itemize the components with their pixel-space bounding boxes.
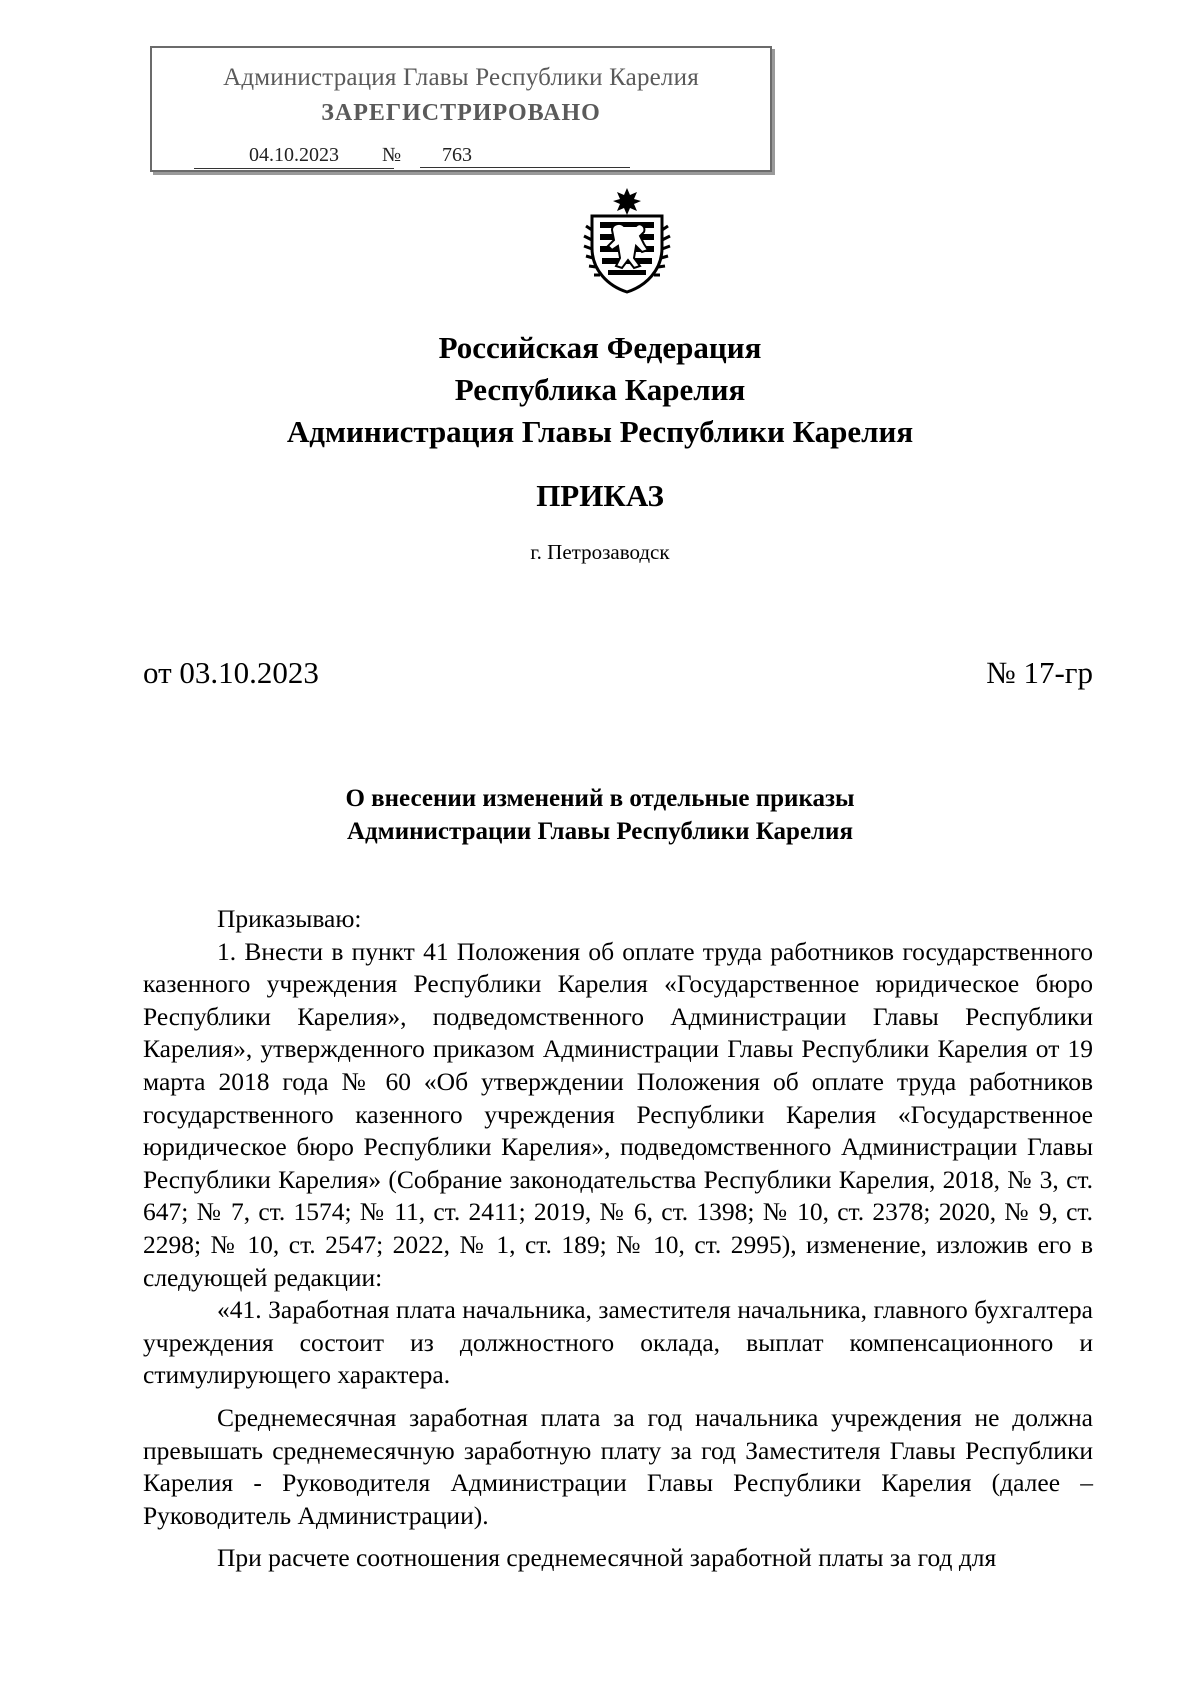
document-subject: [0, 782, 1200, 848]
coat-of-arms-icon: [578, 186, 676, 294]
order-date: от 03.10.2023: [143, 655, 319, 690]
document-city: г. Петрозаводск: [530, 540, 670, 564]
order-number: № 17-гр: [986, 655, 1093, 690]
stamp-status: ЗАРЕГИСТРИРОВАНО: [321, 100, 601, 126]
body-paragraph-3: «41. Заработная плата начальника, заместителя начальника, главного бухгалтера учреждения состоит из должностного оклада, выплат компенсационного и стимулирующего характера.: [143, 1295, 1093, 1390]
registration-stamp: [150, 46, 772, 172]
stamp-date: 04.10.2023: [194, 144, 394, 169]
body-paragraph-4: Среднемесячная заработная плата за год начальника учреждения не должна превышать среднемесячную заработную плату за год Заместителя Главы Республики Карелия - Руководителя Администрации Главы Республики Карелия (далее – Руководитель Администрации).: [143, 1402, 1093, 1530]
body-paragraph-2: 1. Внести в пункт 41 Положения об оплате труда работников государственного казенного учреждения Республики Карелия «Государственное юридическое бюро Республики Карелия», подведомственного Администрации Главы Республики Карелия», утвержденного приказом Администрации Главы Республики Карелия от 19 марта 2018 года № 60 «Об утверждении Положения об оплате труда работников государственного казенного учреждения Республики Карелия «Государственное юридическое бюро Республики Карелия», подведомственного Администрации Главы Республики Карелия» (Собрание законодательства Республики Карелия, 2018, № 3, ст. 647; № 7, ст. 1574; № 11, ст. 2411; 2019, № 6, ст. 1398; № 10, ст. 2378; 2020, № 9, ст. 2298; № 10, ст. 2547; 2022, № 1, ст. 189; № 10, ст. 2995), изменение, изложив его в следующей редакции:: [143, 936, 1093, 1292]
document-body: [143, 903, 1093, 1575]
header-country: Российская Федерация: [438, 330, 762, 365]
header-region: Республика Карелия: [454, 372, 746, 407]
stamp-number-sign: №: [382, 144, 402, 166]
subject-line-1: О внесении изменений в отдельные приказы: [345, 785, 855, 812]
subject-line-2: Администрации Главы Республики Карелия: [346, 818, 853, 845]
stamp-organization: Администрация Главы Республики Карелия: [223, 64, 699, 91]
document-type: ПРИКАЗ: [536, 478, 664, 513]
stamp-number: 763: [420, 144, 630, 168]
body-paragraph-5: При расчете соотношения среднемесячной заработной платы за год для: [217, 1543, 997, 1573]
header-authority: Администрация Главы Республики Карелия: [286, 414, 914, 449]
body-paragraph-1: Приказываю:: [217, 904, 362, 933]
